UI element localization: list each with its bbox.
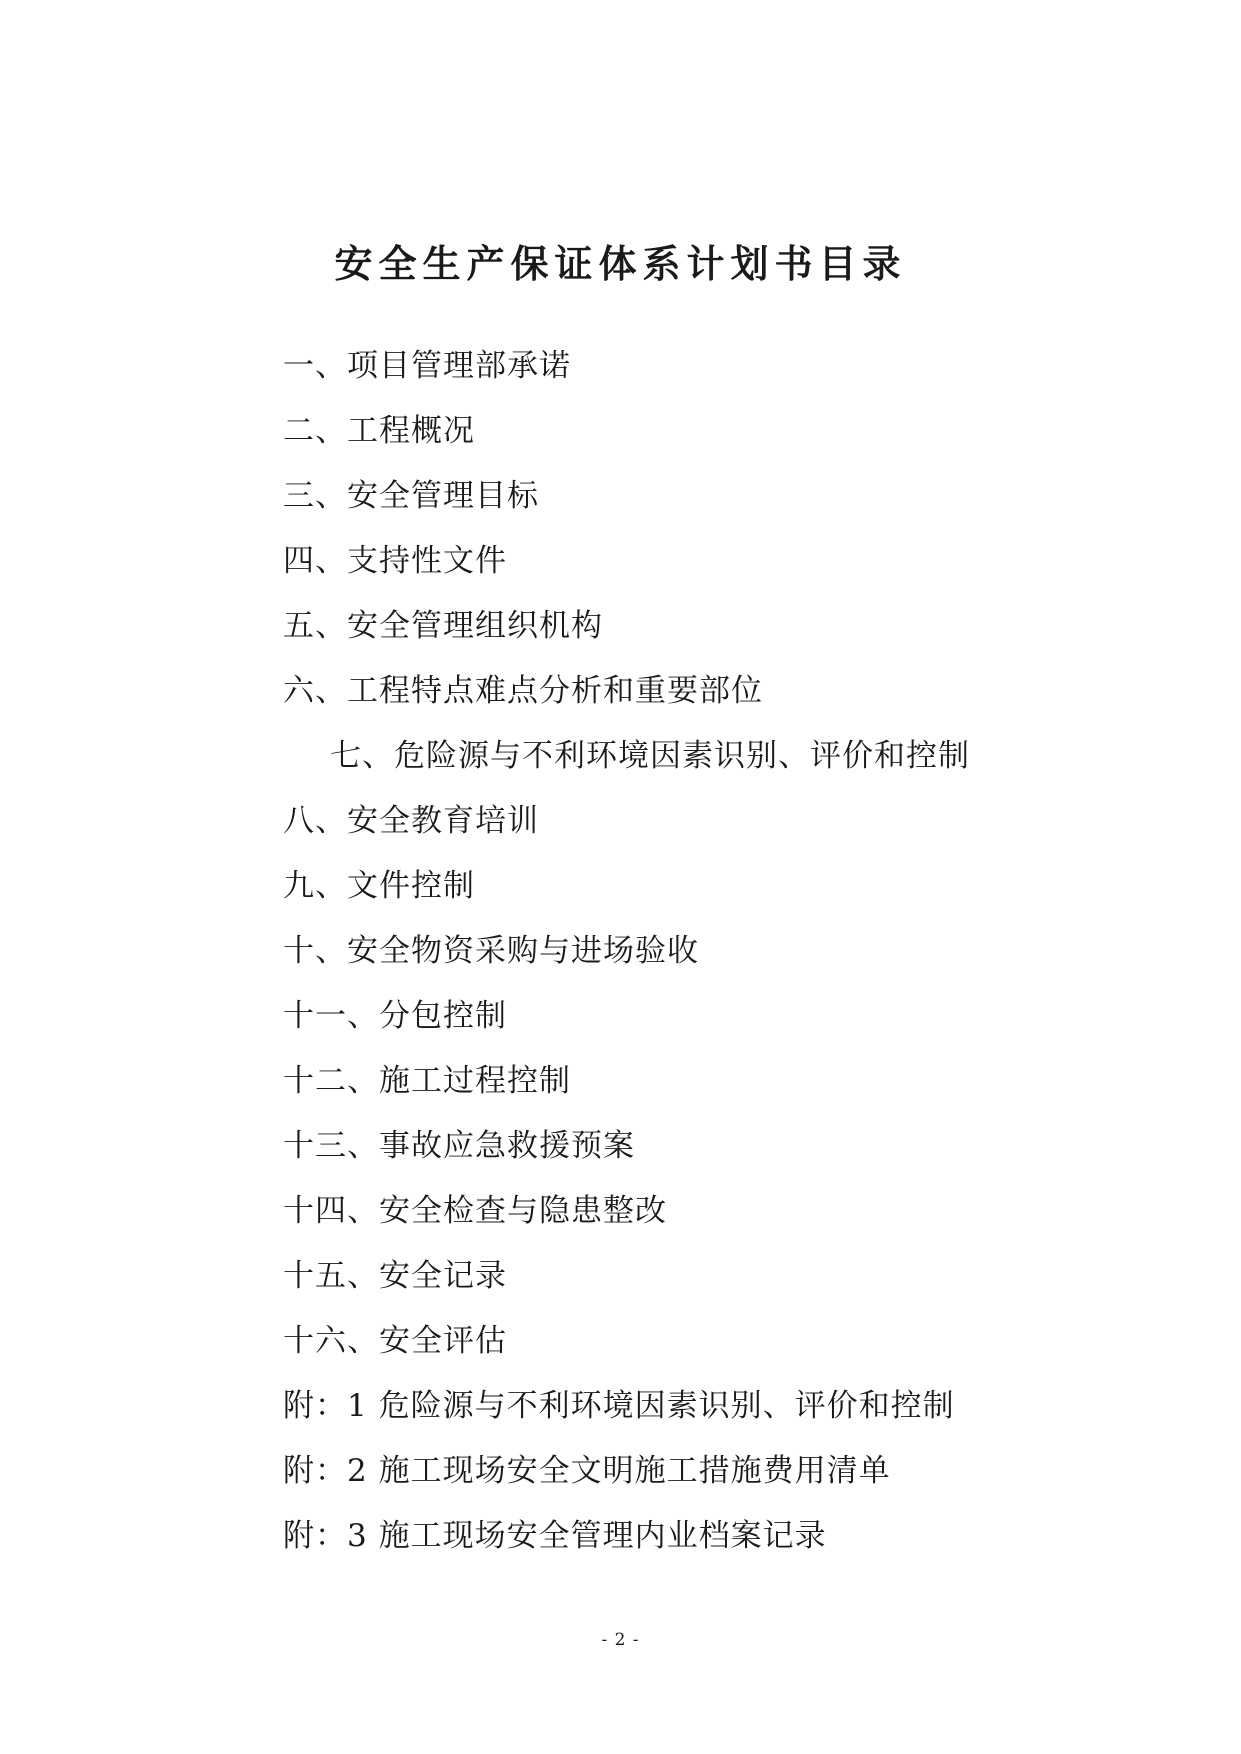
toc-item: 十一、分包控制 [283, 998, 507, 1034]
toc-item: 八、安全教育培训 [283, 803, 539, 839]
toc-item: 三、安全管理目标 [283, 478, 539, 514]
toc-item: 四、支持性文件 [283, 543, 507, 579]
toc-item: 五、安全管理组织机构 [283, 608, 603, 644]
toc-item: 一、项目管理部承诺 [283, 348, 571, 384]
toc-item: 九、文件控制 [283, 868, 475, 904]
page-number: - 2 - [601, 1630, 640, 1650]
toc-item: 十二、施工过程控制 [283, 1063, 571, 1099]
toc-item: 十五、安全记录 [283, 1258, 507, 1294]
toc-item: 附：2 施工现场安全文明施工措施费用清单 [283, 1453, 891, 1489]
toc-item: 十三、事故应急救援预案 [283, 1128, 635, 1164]
toc-item: 附：3 施工现场安全管理内业档案记录 [283, 1518, 827, 1554]
toc-item: 十四、安全检查与隐患整改 [283, 1193, 667, 1229]
toc-item: 二、工程概况 [283, 413, 475, 449]
page-title: 安全生产保证体系计划书目录 [334, 241, 907, 286]
toc-item: 十、安全物资采购与进场验收 [283, 933, 699, 969]
toc-item: 附：1 危险源与不利环境因素识别、评价和控制 [283, 1388, 955, 1424]
toc-item: 七、危险源与不利环境因素识别、评价和控制 [330, 738, 970, 774]
toc-item: 十六、安全评估 [283, 1323, 507, 1359]
toc-item: 六、工程特点难点分析和重要部位 [283, 673, 763, 709]
